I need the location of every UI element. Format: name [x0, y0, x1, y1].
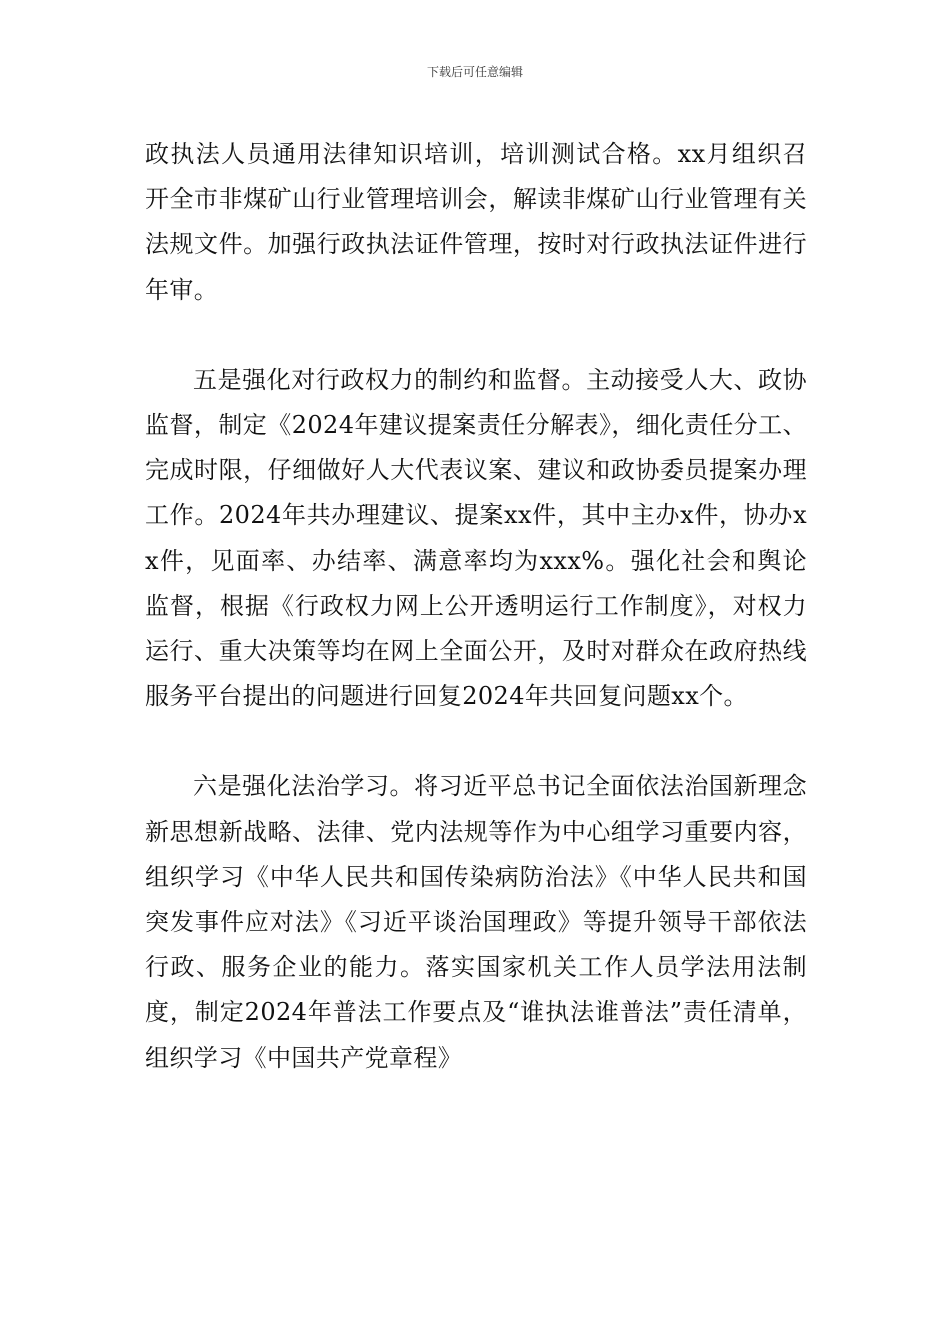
- paragraph-gap: [145, 313, 807, 358]
- paragraph-gap: [145, 719, 807, 764]
- page-header-note: 下载后可任意编辑: [426, 65, 523, 79]
- paragraph-continuation: 政执法人员通用法律知识培训，培训测试合格。xx月组织召开全市非煤矿山行业管理培训会，解读非煤矿山行业管理有关法规文件。加强行政执法证件管理，按时对行政执法证件进行年审。: [145, 140, 807, 304]
- paragraph-legal-study: 六是强化法治学习。将习近平总书记全面依法治国新理念新思想新战略、法律、党内法规等作为中心组学习重要内容，组织学习《中华人民共和国传染病防治法》《中华人民共和国突发事件应对法》《习近平谈治国理政》等提升领导干部依法行政、服务企业的能力。落实国家机关工作人员学法用法制度，制定2024年普法工作要点及“谁执法谁普法”责任清单，组织学习《中国共产党章程》: [145, 772, 807, 1072]
- paragraph-oversight: 五是强化对行政权力的制约和监督。主动接受人大、政协监督，制定《2024年建议提案责任分解表》，细化责任分工、完成时限，仔细做好人大代表议案、建议和政协委员提案办理工作。2024年共办理建议、提案xx件，其中主办x件，协办xx件，见面率、办结率、满意率均为xxx%。强化社会和舆论监督，根据《行政权力网上公开透明运行工作制度》，对权力运行、重大决策等均在网上全面公开，及时对群众在政府热线服务平台提出的问题进行回复2024年共回复问题xx个。: [145, 365, 807, 711]
- document-body: [145, 132, 807, 1081]
